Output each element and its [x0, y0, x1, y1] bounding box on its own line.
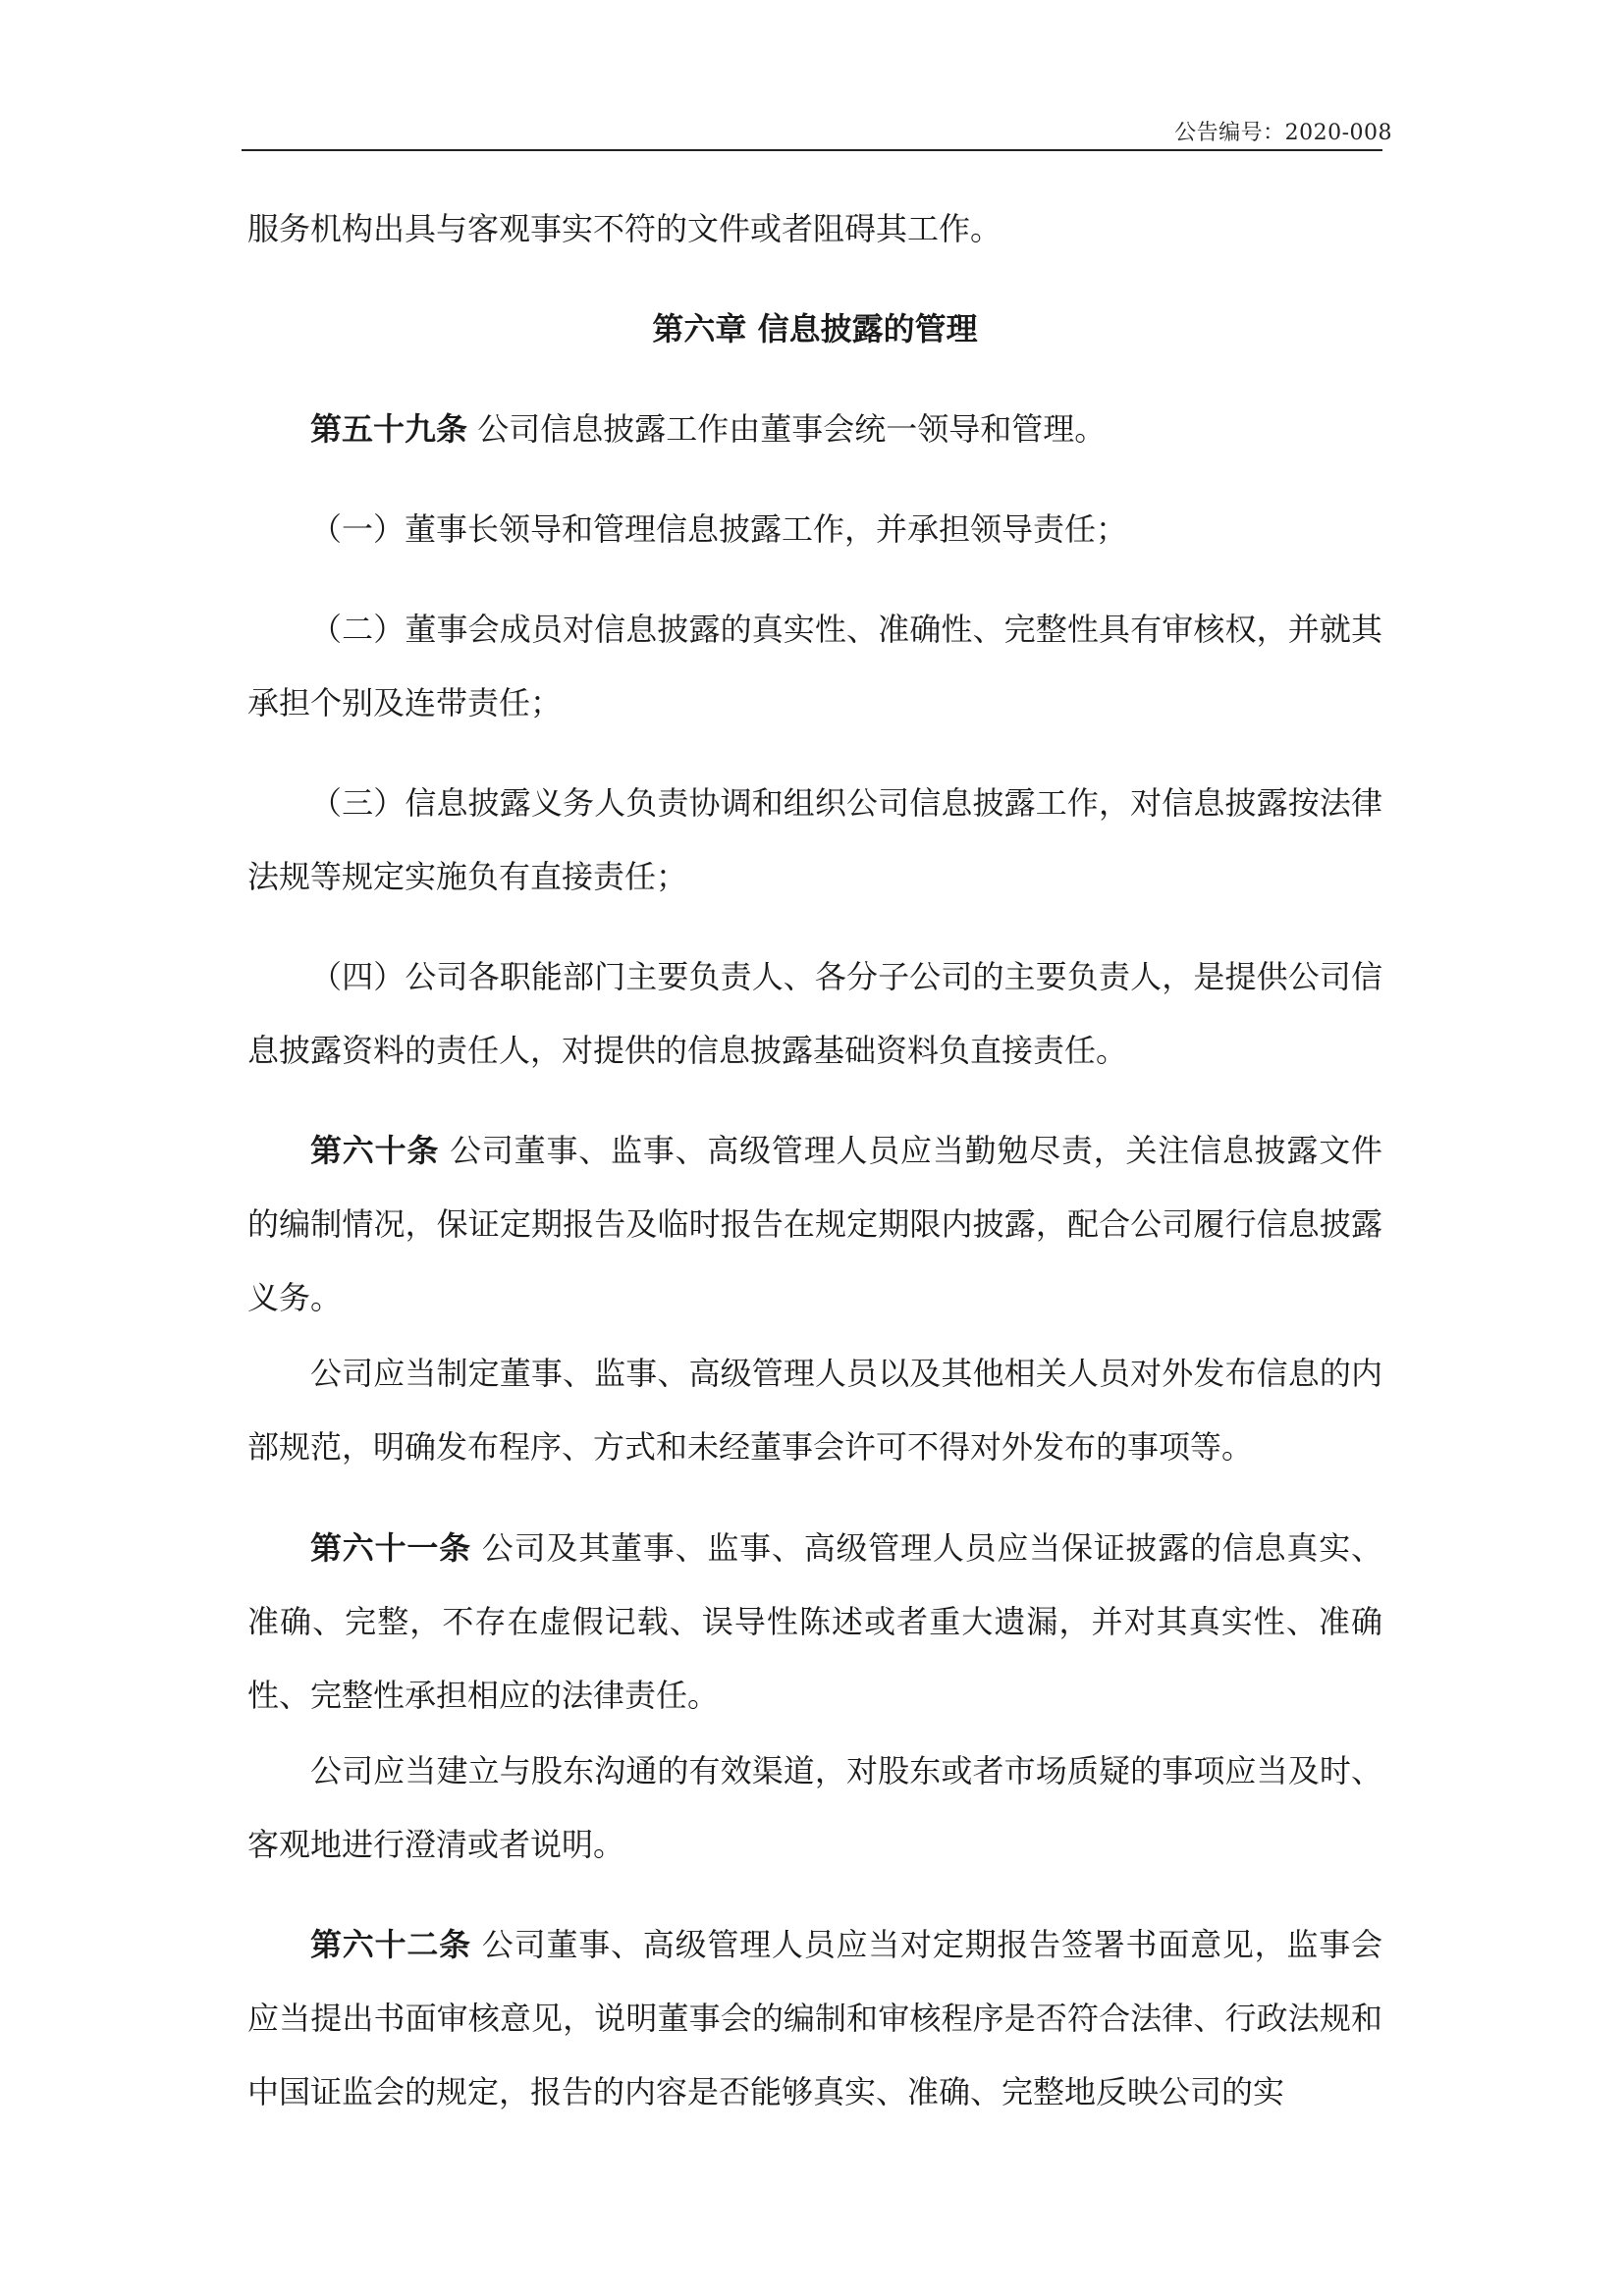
article-59-item-4: （四）公司各职能部门主要负责人、各分子公司的主要负责人，是提供公司信息披露资料的责任人，对提供的信息披露基础资料负直接责任。 — [247, 958, 1382, 1069]
article-59-text: 公司信息披露工作由董事会统一领导和管理。 — [467, 410, 1107, 448]
article-59-item-1: （一）董事长领导和管理信息披露工作，并承担领导责任； — [310, 510, 1128, 548]
continuation-paragraph: 服务机构出具与客观事实不符的文件或者阻碍其工作。 — [247, 210, 1002, 247]
article-61-label: 第六十一条 — [310, 1529, 471, 1567]
article-60-paragraph-2: 公司应当制定董事、监事、高级管理人员以及其他相关人员对外发布信息的内部规范，明确发布程序、方式和未经董事会许可不得对外发布的事项等。 — [247, 1355, 1382, 1466]
article-59-paragraph — [247, 393, 1382, 466]
article-62-paragraph — [247, 1908, 1382, 2129]
header-rule — [242, 149, 1382, 151]
article-60-label: 第六十条 — [310, 1132, 440, 1169]
chapter-title: 第六章 信息披露的管理 — [652, 310, 978, 347]
article-59-item-2: （二）董事会成员对信息披露的真实性、准确性、完整性具有审核权，并就其承担个别及连带责任； — [247, 611, 1382, 721]
article-61-paragraph — [247, 1512, 1382, 1733]
article-59-item-3: （三）信息披露义务人负责协调和组织公司信息披露工作，对信息披露按法律法规等规定实施负有直接责任； — [247, 784, 1382, 895]
article-62-text: 公司董事、高级管理人员应当对定期报告签署书面意见，监事会应当提出书面审核意见，说明董事会的编制和审核程序是否符合法律、行政法规和中国证监会的规定，报告的内容是否能够真实、准确、完整地反映公司的实 — [247, 1926, 1382, 2110]
article-60-paragraph — [247, 1114, 1382, 1335]
article-62-label: 第六十二条 — [310, 1926, 471, 1963]
article-61-paragraph-2: 公司应当建立与股东沟通的有效渠道，对股东或者市场质疑的事项应当及时、客观地进行澄清或者说明。 — [247, 1752, 1382, 1863]
article-59-label: 第五十九条 — [310, 410, 468, 448]
notice-number: 公告编号：2020-008 — [1174, 121, 1392, 145]
article-60-text: 公司董事、监事、高级管理人员应当勤勉尽责，关注信息披露文件的编制情况，保证定期报告及临时报告在规定期限内披露，配合公司履行信息披露义务。 — [247, 1132, 1382, 1316]
article-61-text: 公司及其董事、监事、高级管理人员应当保证披露的信息真实、准确、完整，不存在虚假记载、误导性陈述或者重大遗漏，并对其真实性、准确性、完整性承担相应的法律责任。 — [247, 1529, 1382, 1714]
